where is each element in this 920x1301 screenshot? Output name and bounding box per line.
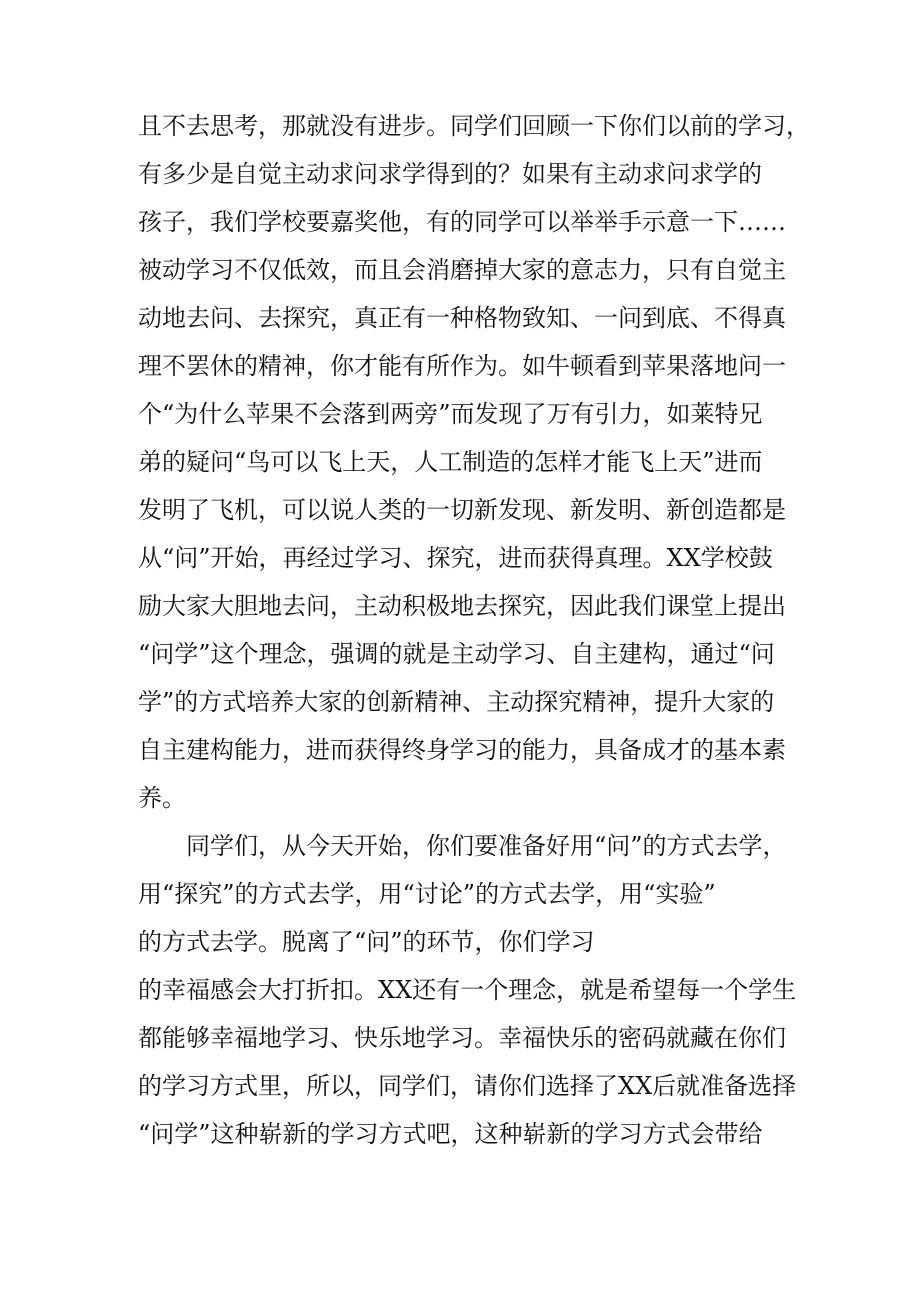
text-line: 用“探究”的方式去学，用“讨论”的方式去学，用“实验” (138, 880, 716, 908)
text-line: 学”的方式培养大家的创新精神、主动探究精神，提升大家的 (138, 688, 775, 716)
text-line: 发明了飞机，可以说人类的一切新发现、新发明、新创造都是 (138, 496, 786, 524)
text-line: 从“问”开始，再经过学习、探究，进而获得真理。XX学校鼓 (138, 544, 773, 572)
text-line: 孩子，我们学校要嘉奖他，有的同学可以举举手示意一下…… (138, 208, 786, 236)
text-line: 励大家大胆地去问，主动积极地去探究，因此我们课堂上提出 (138, 592, 786, 620)
text-line: 都能够幸福地学习、快乐地学习。幸福快乐的密码就藏在你们 (138, 1024, 786, 1052)
text-line: 弟的疑问“鸟可以飞上天，人工制造的怎样才能飞上天”进而 (138, 448, 763, 476)
text-line: 动地去问、去探究，真正有一种格物致知、一问到底、不得真 (138, 304, 786, 332)
text-line: 的方式去学。脱离了“问”的环节，你们学习 (138, 928, 595, 956)
text-line: 的幸福感会大打折扣。XX还有一个理念，就是希望每一个学生 (138, 976, 797, 1004)
text-line: 且不去思考，那就没有进步。同学们回顾一下你们以前的学习， (138, 112, 810, 140)
document-body (138, 102, 810, 1158)
text-line: “问学”这个理念，强调的就是主动学习、自主建构，通过“问 (138, 640, 775, 668)
text-line: 被动学习不仅低效，而且会消磨掉大家的意志力，只有自觉主 (138, 256, 786, 284)
text-line: 同学们，从今天开始，你们要准备好用“问”的方式去学， (186, 832, 787, 860)
text-line: 自主建构能力，进而获得终身学习的能力，具备成才的基本素 (138, 736, 786, 764)
text-line: 理不罢休的精神，你才能有所作为。如牛顿看到苹果落地问一 (138, 352, 786, 380)
text-line: 有多少是自觉主动求问求学得到的？如果有主动求问求学的 (138, 160, 762, 188)
text-line: 的学习方式里，所以，同学们，请你们选择了XX后就准备选择 (138, 1072, 797, 1100)
text-line: 养。 (138, 784, 186, 812)
text-line: “问学”这种崭新的学习方式吧，这种崭新的学习方式会带给 (138, 1120, 763, 1148)
text-line: 个“为什么苹果不会落到两旁”而发现了万有引力，如莱特兄 (138, 400, 763, 428)
